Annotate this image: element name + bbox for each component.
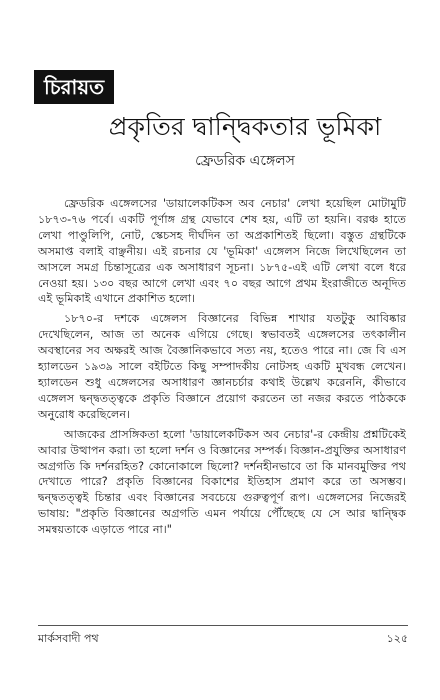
section-tag: চিরায়ত [34, 70, 114, 104]
footer-divider [38, 625, 408, 626]
article-title: প্রকৃতির দ্বান্দ্বিকতার ভূমিকা [108, 112, 382, 141]
article-body [38, 196, 406, 542]
body-paragraph: আজকের প্রাসঙ্গিকতা হলো 'ডায়ালেকটিকস অব নেচার'-র কেন্দ্রীয় প্রশ্নটিকেই আবার উত্থাপন করা। তা হলো দর্শন ও বিজ্ঞানের সম্পর্ক। বিজ্ঞান-প্রযুক্তির অসাধারণ অগ্রগতি কি দর্শনরহিত? কোনোকালে ছিলো? দর্শনহীনভাবে তা কি মানবমুক্তির পথ দেখাতে পারে? প্রকৃতি বিজ্ঞানের বিকাশের ইতিহাস প্রমাণ করে তা অসম্ভব। দ্বন্দ্বতত্ত্বই চিন্তার এবং বিজ্ঞানের সবচেয়ে গুরুত্বপূর্ণ রূপ। এঙ্গেলসের নিজেরই ভাষায়: "প্রকৃতি বিজ্ঞানের অগ্রগতি এমন পর্যায়ে পৌঁছেছে যে সে আর দ্বান্দ্বিক সমন্বয়তাকে এড়াতে পারে না।" [38, 427, 406, 537]
article-author: ফ্রেডরিক এঙ্গেলস [195, 153, 295, 169]
body-paragraph: ফ্রেডরিক এঙ্গেলসের 'ডায়ালেকটিকস অব নেচার' লেখা হয়েছিল মোটামুটি ১৮৭৩-৭৬ পর্বে। একটি পূর্ণাঙ্গ গ্রন্থ যেভাবে শেষ হয়, এটি তা হয়নি। বরঞ্চ হাতে লেখা পাণ্ডুলিপি, নোট, স্কেচসহ দীর্ঘদিন তা অপ্রকাশিতই ছিলো। বস্তুত গ্রন্থটিকে অসমাপ্ত বলাই বাঞ্ছনীয়। এই রচনার যে 'ভূমিকা' এঙ্গেলস নিজে লিখেছিলেন তা আসলে সমগ্র চিন্তাসূত্রের এক অসাধারণ সূচনা। ১৮৭৫-এই এটি লেখা বলে ধরে নেওয়া হয়। ১৩০ বছর আগে লেখা এবং ৭০ বছর আগে প্রথম ইংরাজীতে অনূদিত এই ভূমিকাই এখানে প্রকাশিত হলো। [38, 197, 406, 306]
body-paragraph: ১৮৭০-র দশকে এঙ্গেলস বিজ্ঞানের বিভিন্ন শাখার যতটুকু আবিষ্কার দেখেছিলেন, আজ তা অনেক এগিয়ে গেছে। স্বভাবতই এঙ্গেলসের তৎকালীন অবস্থানের সব অক্ষরই আজ বৈজ্ঞানিকভাবে সত্য নয়, হতেও পারে না। জে বি এস হ্যালডেন ১৯৩৯ সালে বইটিতে কিছু সম্পাদকীয় নোটসহ একটি মুখবন্ধ লেখেন। হ্যালডেন শুধু এঙ্গেলসের অসাধারণ জ্ঞানচর্চার কথাই উল্লেখ করেননি, কীভাবে এঙ্গেলস দ্বন্দ্বতত্ত্বকে প্রকৃতি বিজ্ঞানে প্রয়োগ করতেন তা নজর করতে পাঠককে অনুরোধ করেছিলেন। [38, 312, 406, 421]
footer-journal-name: মার্কসবাদী পথ [38, 632, 99, 645]
footer-page-number: ১২৫ [386, 632, 408, 645]
